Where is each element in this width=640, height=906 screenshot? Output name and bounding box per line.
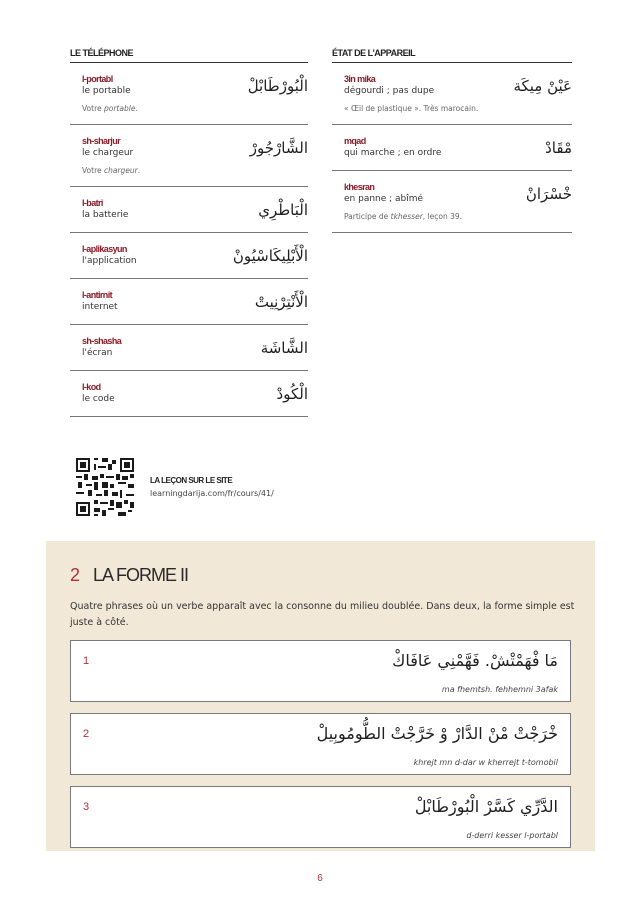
exercise-card — [70, 640, 571, 702]
arabic-word: الْأَبْلِيكَاسْيُونْ — [232, 247, 308, 265]
arabic-word: الْبَاطْرِي — [258, 201, 308, 219]
arabic-word: الْكُودْ — [276, 385, 308, 403]
exercise-number: 2 — [83, 728, 90, 740]
arabic-word: الشَّاشَة — [260, 339, 308, 357]
page-number: 6 — [317, 873, 323, 884]
exercise-arabic: خْرَجْتْ مْنْ الدَّارْ وْ خَرَّجْتْ الطُّومُوبِيلْ — [316, 724, 558, 743]
transliteration: l-portabl — [82, 74, 113, 84]
qr-code-icon[interactable] — [76, 458, 134, 516]
usage-note: Participe de tkhesser, leçon 39. — [344, 212, 463, 221]
vocab-entry — [332, 125, 572, 171]
vocab-entry — [70, 125, 308, 187]
section-name: LA FORME II — [93, 565, 189, 585]
exercise-section — [46, 541, 595, 851]
vocab-entry — [70, 187, 308, 233]
arabic-word: الْأَنْتِرْنِيتْ — [254, 293, 308, 311]
usage-note: « Œil de plastique ». Très marocain. — [344, 104, 479, 113]
transliteration: sh-shasha — [82, 336, 122, 346]
exercise-number: 3 — [83, 801, 90, 813]
arabic-word: خْسْرَانْ — [525, 185, 572, 203]
device-state-column — [332, 48, 572, 233]
gloss: dégourdi ; pas dupe — [344, 86, 435, 96]
column-heading: ÉTAT DE L'APPAREIL — [332, 48, 572, 63]
vocab-entry — [70, 279, 308, 325]
section-intro: Quatre phrases où un verbe apparaît avec la consonne du milieu doublée. Dans deux, la forme simple est juste à côté. — [70, 601, 575, 628]
lesson-link[interactable] — [150, 476, 274, 498]
column-heading: LE TÉLÉPHONE — [70, 48, 308, 63]
gloss: le code — [82, 394, 115, 404]
gloss: internet — [82, 302, 118, 312]
transliteration: l-aplikasyun — [82, 244, 127, 254]
exercise-number: 1 — [83, 655, 90, 667]
exercise-arabic: مَا فْهَمْتْشْ. فَهَّمْنِي عَافَاكْ — [392, 651, 558, 670]
arabic-word: الشَّارْجُورْ — [249, 139, 308, 157]
usage-note: Votre portable. — [82, 104, 138, 113]
section-number: 2 — [70, 565, 80, 585]
arabic-word: عَيْنْ مِيكَة — [513, 77, 572, 95]
exercise-transliteration: ma fhemtsh. fehhemni 3afak — [441, 685, 558, 694]
transliteration: l-kod — [82, 382, 101, 392]
telephone-column — [70, 48, 308, 417]
arabic-word: الْبُورْطَابْلْ — [247, 77, 308, 95]
gloss: qui marche ; en ordre — [344, 148, 442, 158]
lesson-link-label: LA LEÇON SUR LE SITE — [150, 476, 233, 485]
exercise-card — [70, 786, 571, 848]
transliteration: sh-sharjur — [82, 136, 121, 146]
transliteration: l-batri — [82, 198, 103, 208]
gloss: la batterie — [82, 210, 129, 220]
exercise-transliteration: khrejt mn d-dar w kherrejt t-tomobil — [413, 758, 558, 767]
vocab-entry — [70, 325, 308, 371]
vocab-entry — [70, 233, 308, 279]
exercise-card — [70, 713, 571, 775]
vocab-entry — [70, 371, 308, 417]
exercise-arabic: الدَّرِّي كَسَّرْ الْبُورْطَابْلْ — [414, 797, 558, 816]
gloss: le portable — [82, 86, 131, 96]
vocab-entry — [332, 63, 572, 125]
transliteration: 3in mika — [344, 74, 376, 84]
usage-note: Votre chargeur. — [82, 166, 141, 175]
transliteration: l-antirnit — [82, 290, 112, 300]
gloss: le chargeur — [82, 148, 134, 158]
vocab-entry — [70, 63, 308, 125]
section-title — [70, 565, 188, 586]
transliteration: mqad — [344, 136, 366, 146]
vocab-entry — [332, 171, 572, 233]
gloss: l'application — [82, 256, 137, 266]
exercise-transliteration: d-derri kesser l-portabl — [466, 831, 558, 840]
arabic-word: مْقَادْ — [545, 139, 572, 157]
gloss: l'écran — [82, 348, 113, 358]
lesson-link-url[interactable]: learningdarija.com/fr/cours/41/ — [150, 489, 274, 498]
gloss: en panne ; abîmé — [344, 194, 424, 204]
transliteration: khesran — [344, 182, 375, 192]
